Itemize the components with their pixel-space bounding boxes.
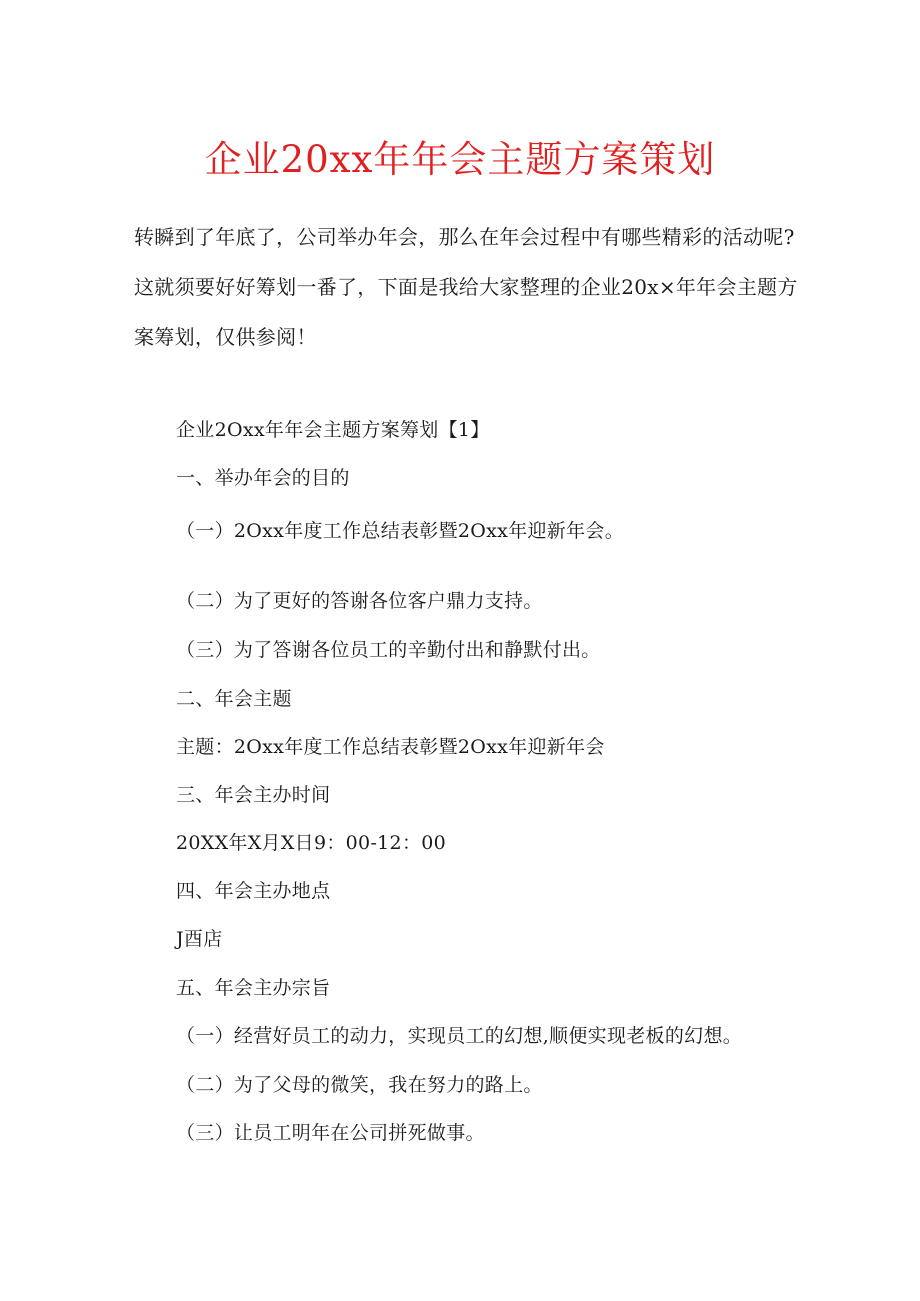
- section-heading: 五、年会主办宗旨: [176, 977, 331, 999]
- intro-paragraph: [134, 212, 798, 362]
- list-item: （三）为了答谢各位员工的辛勤付出和静默付出。: [176, 639, 601, 661]
- section-heading: 一、举办年会的目的: [176, 467, 350, 489]
- list-item: （一）经营好员工的动力，实现员工的幻想,顺便实现老板的幻想。: [176, 1025, 743, 1047]
- section-heading: 二、年会主题: [176, 688, 292, 710]
- intro-line: 案筹划，仅供参阅！: [134, 325, 317, 349]
- intro-line: 这就须要好好筹划一番了，下面是我给大家整理的企业20x×年年会主题方: [134, 275, 798, 299]
- list-item: （三）让员工明年在公司拼死做事。: [176, 1122, 485, 1144]
- list-item: （一）2Oxx年度工作总结表彰暨2Oxx年迎新年会。: [176, 520, 624, 542]
- list-item: （二）为了更好的答谢各位客户鼎力支持。: [176, 590, 543, 612]
- document-title: 企业20xx年年会主题方案策划: [204, 138, 716, 181]
- body-text: 20XX年X月X日9：00-12：00: [176, 832, 447, 854]
- intro-line: 转瞬到了年底了，公司举办年会，那么在年会过程中有哪些精彩的活动呢?: [134, 225, 795, 249]
- section-heading: 企业2Oxx年年会主题方案筹划【1】: [176, 419, 490, 441]
- body-text: 主题：2Oxx年度工作总结表彰暨2Oxx年迎新年会: [176, 736, 605, 758]
- list-item: （二）为了父母的微笑，我在努力的路上。: [176, 1074, 543, 1096]
- section-heading: 三、年会主办时间: [176, 784, 331, 806]
- body-text: J酉店: [176, 928, 223, 950]
- section-heading: 四、年会主办地点: [176, 880, 331, 902]
